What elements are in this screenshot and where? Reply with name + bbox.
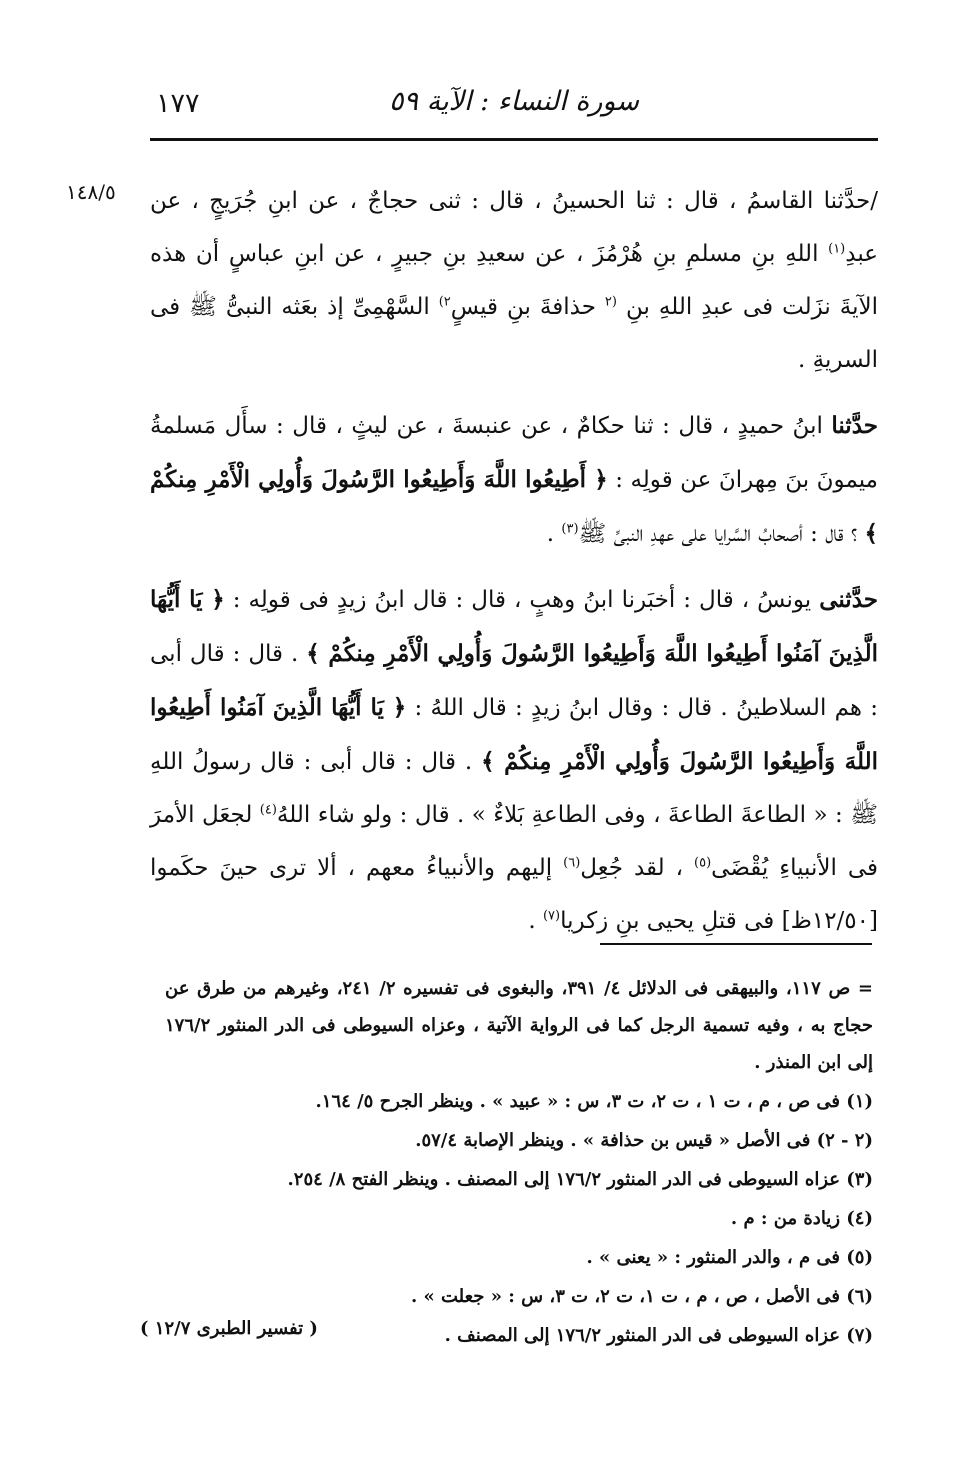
paragraph-2-text-1: ابنُ حميدٍ ، قال : ثنا حكامٌ ، عن عنبسةَ ، عن ليثٍ ، قال : سأَل مَسلمةُ: [150, 413, 832, 439]
page-header: [150, 84, 878, 134]
paragraph-2: [150, 399, 878, 561]
footnote-marker-1: (١): [828, 241, 846, 257]
quran-verse-1: ﴿ أَطِيعُوا اللَّهَ وَأَطِيعُوا الرَّسُولَ وَأُولِي الْأَمْرِ مِنكُمْ ﴾: [150, 466, 878, 547]
footnote-2: (٢ - ٢) فى الأصل « قيس بن حذافة » . وينظر الإصابة ٥٧/٤.: [415, 1130, 873, 1151]
paragraph-3-lead: حدَّثنى: [819, 586, 878, 613]
paragraph-1-line-2-rest: اللهِ بنِ مسلمِ بنِ هُرْمُزَ ، عن سعيدِ بنِ جبيرٍ ، عن ابنِ عباسٍ أن هذه الآيةَ نزَلت: [150, 241, 879, 320]
footnote-6: (٦) فى الأصل ، ص ، م ، ت ١، ت ٢، ت ٣، س : « جعلت » .: [410, 1286, 873, 1307]
paragraph-1-line-2-start: عبدِ: [845, 241, 878, 267]
footnote-continuation: [165, 970, 873, 1081]
footnote-marker-2-open: (٢: [604, 294, 617, 310]
footnote-marker-5: (٥): [694, 855, 712, 871]
footnote-4: (٤) زيادة من : م .: [730, 1208, 873, 1229]
footnote-continuation-line-1: = ص ١١٧، والبيهقى فى الدلائل ٤/ ٣٩١، والبغوى فى تفسيره ٢/ ٢٤١، وغيرهم من طرق عن حجاج: [165, 978, 873, 1036]
footnote-7: (٧) عزاه السيوطى فى الدر المنثور ١٧٦/٢ إلى المصنف .: [444, 1325, 873, 1346]
paragraph-2-text-3: ؟ قال :: [810, 521, 865, 547]
paragraph-2-text-4: أصحابُ السَّرايا على عهدِ النبىِّ ﷺ: [578, 521, 803, 547]
footnote-3: (٣) عزاه السيوطى فى الدر المنثور ١٧٦/٢ إلى المصنف . وينظر الفتح ٨/ ٢٥٤.: [287, 1169, 873, 1190]
paragraph-1-line-1: /حدَّثنا القاسمُ ، قال : ثنا الحسينُ ، قال : ثنى حجاجٌ ، عن ابنِ جُرَيجٍ ، عن: [150, 188, 878, 214]
main-text: [150, 175, 878, 948]
footnote-continuation-line-2: به ، وفيه تسمية الرجل كما فى الرواية الآتية ، وعزاه السيوطى فى الدر المنثور ١٧٦/٢ إلى ابن المنذر .: [165, 1015, 873, 1073]
page-number: ١٧٧: [156, 88, 200, 119]
paragraph-2-text-2: ميمونَ بنَ مِهرانَ عن قولِه :: [607, 467, 878, 493]
paragraph-1-line-3-mid: حذافةَ بنِ قيسٍ: [450, 294, 605, 320]
printer-signature: ( تفسير الطبرى ١٢/٧ ): [140, 1318, 318, 1339]
paragraph-3-text-4: لجعَل الأمرَ فى الأنبياءِ يُقْضَى: [150, 802, 878, 881]
footnote-marker-3: (٣): [561, 521, 579, 537]
footnote-marker-2-close: ٢): [438, 294, 451, 310]
quran-verse-3: ﴿ يَا أَيُّهَا الَّذِينَ آمَنُوا أَطِيعُوا اللَّهَ وَأَطِيعُوا الرَّسُولَ وَأُولِي الْأَمْرِ مِنكُمْ ﴾: [150, 694, 878, 775]
footnote-5: (٥) فى م ، والدر المنثور : « يعنى » .: [586, 1247, 873, 1268]
paragraph-3-text-2: . قال : قال أبى : هم السلاطينُ . قال : وقال ابنُ زيدٍ : قال اللهُ :: [150, 641, 878, 721]
paragraph-2-lead: حدَّثنا: [831, 412, 878, 439]
footnotes: [165, 970, 873, 1354]
footnote-marker-7: (٧): [542, 908, 561, 924]
paragraph-3-text-3: . قال : قال أبى : قال رسولُ اللهِ ﷺ : « الطاعةَ الطاعةَ ، وفى الطاعةِ بَلاءٌ » . قال : ولو شاء اللهُ: [150, 749, 878, 828]
paragraph-1: [150, 175, 878, 387]
paragraph-3-text-5: ، لقد جُعِل: [580, 855, 695, 881]
header-rule: [150, 138, 878, 141]
footnote-separator: [600, 943, 872, 945]
paragraph-3: [150, 573, 878, 948]
footnote-1: (١) فى ص ، م ، ت ١ ، ت ٢، ت ٣، س : « عبيد » . وينظر الجرح ٥/ ١٦٤.: [315, 1091, 873, 1112]
margin-reference: ١٤٨/٥: [66, 180, 116, 204]
paragraph-3-text-6: إليهم والأنبياءُ معهم ، ألا ترى حينَ حكَموا [١٢/٥٠ظ] فى قتلِ يحيى بنِ زكريا: [150, 855, 878, 934]
paragraph-1-line-3-rest: السَّهْمِىِّ إذ بعَثه النبىُّ ﷺ فى السريةِ .: [150, 294, 878, 373]
paragraph-3-text-7: .: [528, 908, 543, 934]
paragraph-3-text-1: يونسُ ، قال : أخبَرنا ابنُ وهبٍ ، قال : قال ابنُ زيدٍ فى قولِه :: [224, 587, 820, 613]
quran-verse-2: ﴿ يَا أَيُّهَا الَّذِينَ آمَنُوا أَطِيعُوا اللَّهَ وَأَطِيعُوا الرَّسُولَ وَأُولِي الْأَمْرِ مِنكُمْ ﴾: [150, 586, 878, 667]
paragraph-2-text-5: .: [546, 521, 562, 547]
footnote-marker-6: (٦): [563, 855, 581, 871]
paragraph-1-line-3-start: فى عبدِ اللهِ بنِ: [616, 294, 774, 320]
running-title: سورة النساء : الآية ٥٩: [389, 86, 639, 117]
footnote-marker-4: (٤): [259, 802, 277, 818]
